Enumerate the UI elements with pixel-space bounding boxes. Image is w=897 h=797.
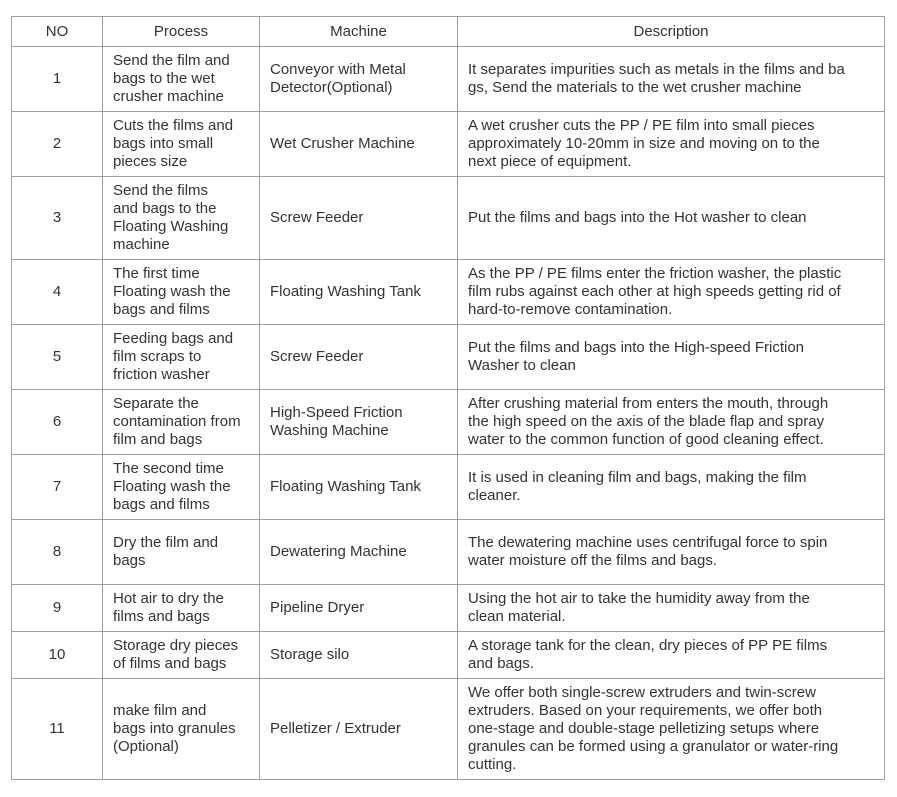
cell-machine: Floating Washing Tank xyxy=(260,260,458,325)
cell-description: We offer both single-screw extruders and twin-screw extruders. Based on your requirements, we offer both one-stage and double-stage pelletizing setups where granules can be formed using a granulator or water-ring cutting. xyxy=(458,679,885,780)
cell-machine: Wet Crusher Machine xyxy=(260,112,458,177)
cell-no: 9 xyxy=(12,585,103,632)
cell-machine: Screw Feeder xyxy=(260,177,458,260)
cell-no: 11 xyxy=(12,679,103,780)
table-row xyxy=(12,47,885,112)
table-row xyxy=(12,455,885,520)
table-row xyxy=(12,177,885,260)
cell-description: It is used in cleaning film and bags, making the film cleaner. xyxy=(458,455,885,520)
cell-process: Send the films and bags to the Floating Washing machine xyxy=(103,177,260,260)
table-row xyxy=(12,390,885,455)
cell-no: 3 xyxy=(12,177,103,260)
table-row xyxy=(12,632,885,679)
cell-machine: Pelletizer / Extruder xyxy=(260,679,458,780)
cell-process: make film and bags into granules (Optional) xyxy=(103,679,260,780)
cell-no: 6 xyxy=(12,390,103,455)
cell-process: Hot air to dry the films and bags xyxy=(103,585,260,632)
cell-machine: High-Speed Friction Washing Machine xyxy=(260,390,458,455)
table-row xyxy=(12,585,885,632)
header-no: NO xyxy=(12,17,103,47)
cell-description: A storage tank for the clean, dry pieces of PP PE films and bags. xyxy=(458,632,885,679)
cell-process: Feeding bags and film scraps to friction washer xyxy=(103,325,260,390)
table-row xyxy=(12,260,885,325)
header-description: Description xyxy=(458,17,885,47)
cell-process: Dry the film and bags xyxy=(103,520,260,585)
header-row xyxy=(12,17,885,47)
cell-description: After crushing material from enters the mouth, through the high speed on the axis of the blade flap and spray water to the common function of good cleaning effect. xyxy=(458,390,885,455)
cell-no: 8 xyxy=(12,520,103,585)
cell-no: 4 xyxy=(12,260,103,325)
cell-description: Put the films and bags into the High-speed Friction Washer to clean xyxy=(458,325,885,390)
cell-machine: Pipeline Dryer xyxy=(260,585,458,632)
cell-process: Separate the contamination from film and bags xyxy=(103,390,260,455)
cell-process: Storage dry pieces of films and bags xyxy=(103,632,260,679)
cell-machine: Storage silo xyxy=(260,632,458,679)
cell-process: Send the film and bags to the wet crusher machine xyxy=(103,47,260,112)
table-row xyxy=(12,325,885,390)
cell-process: The first time Floating wash the bags and films xyxy=(103,260,260,325)
cell-description: Put the films and bags into the Hot washer to clean xyxy=(458,177,885,260)
cell-description: It separates impurities such as metals in the films and ba gs, Send the materials to the wet crusher machine xyxy=(458,47,885,112)
cell-no: 5 xyxy=(12,325,103,390)
table-row xyxy=(12,520,885,585)
cell-no: 10 xyxy=(12,632,103,679)
cell-no: 2 xyxy=(12,112,103,177)
cell-description: Using the hot air to take the humidity away from the clean material. xyxy=(458,585,885,632)
cell-no: 1 xyxy=(12,47,103,112)
cell-description: A wet crusher cuts the PP / PE film into small pieces approximately 10-20mm in size and moving on to the next piece of equipment. xyxy=(458,112,885,177)
cell-description: As the PP / PE films enter the friction washer, the plastic film rubs against each other at high speeds getting rid of hard-to-remove contamination. xyxy=(458,260,885,325)
table-row xyxy=(12,112,885,177)
header-process: Process xyxy=(103,17,260,47)
cell-machine: Screw Feeder xyxy=(260,325,458,390)
cell-machine: Conveyor with Metal Detector(Optional) xyxy=(260,47,458,112)
cell-description: The dewatering machine uses centrifugal force to spin water moisture off the films and bags. xyxy=(458,520,885,585)
cell-no: 7 xyxy=(12,455,103,520)
process-table xyxy=(11,16,885,780)
cell-process: Cuts the films and bags into small pieces size xyxy=(103,112,260,177)
cell-machine: Dewatering Machine xyxy=(260,520,458,585)
table-row xyxy=(12,679,885,780)
cell-machine: Floating Washing Tank xyxy=(260,455,458,520)
cell-process: The second time Floating wash the bags and films xyxy=(103,455,260,520)
header-machine: Machine xyxy=(260,17,458,47)
